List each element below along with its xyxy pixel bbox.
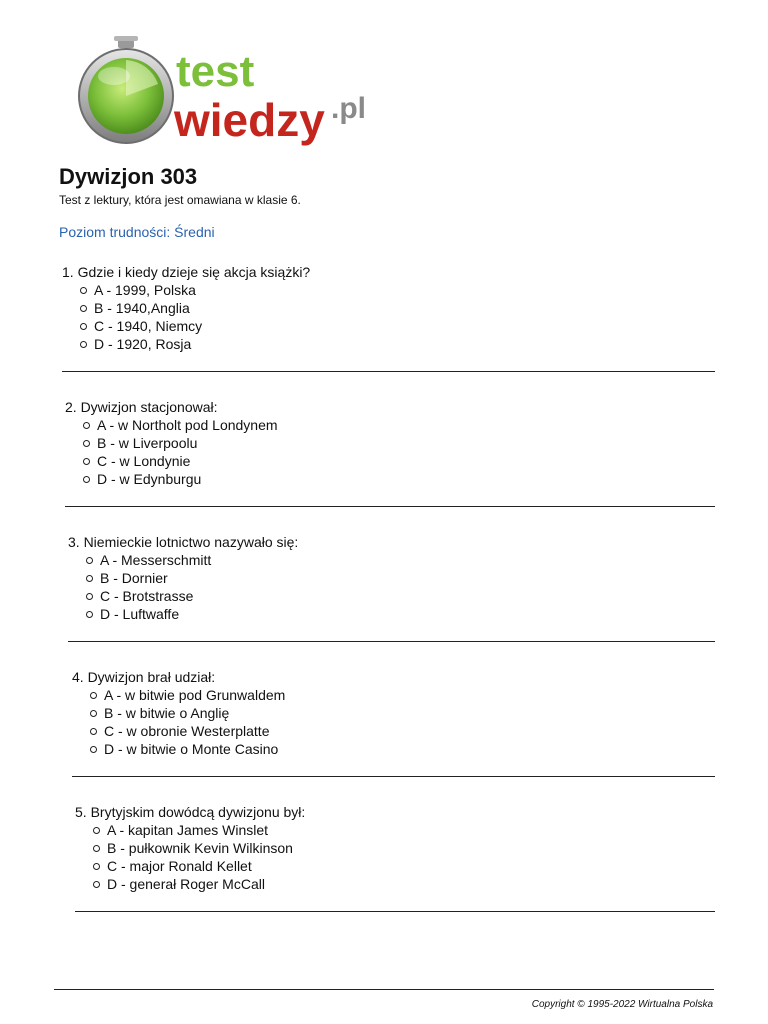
- answer-label: C - w Londynie: [97, 453, 191, 469]
- circle-bullet-icon: [80, 341, 87, 348]
- answer-option: [86, 587, 298, 605]
- answer-option: [90, 686, 285, 704]
- circle-bullet-icon: [83, 476, 90, 483]
- circle-bullet-icon: [80, 323, 87, 330]
- answer-option: [83, 434, 278, 452]
- answer-label: D - Luftwaffe: [100, 606, 180, 622]
- circle-bullet-icon: [90, 692, 97, 699]
- question-text: 2. Dywizjon stacjonował:: [65, 399, 218, 415]
- question-4: [72, 668, 285, 758]
- circle-bullet-icon: [83, 440, 90, 447]
- question-divider: [75, 911, 715, 912]
- answer-label: D - generał Roger McCall: [107, 876, 265, 892]
- answer-option: [80, 317, 310, 335]
- answer-label: A - 1999, Polska: [94, 282, 196, 298]
- question-divider: [62, 371, 715, 372]
- circle-bullet-icon: [93, 863, 100, 870]
- answer-option: [83, 416, 278, 434]
- stopwatch-icon: [79, 36, 173, 143]
- answer-label: A - w Northolt pod Londynem: [97, 417, 278, 433]
- question-text: 3. Niemieckie lotnictwo nazywało się:: [68, 534, 299, 550]
- answer-option: [86, 551, 298, 569]
- answer-option: [83, 452, 278, 470]
- question-2: [65, 398, 278, 488]
- circle-bullet-icon: [90, 710, 97, 717]
- answer-option: [80, 299, 310, 317]
- answer-option: [93, 821, 305, 839]
- answer-label: B - Dornier: [100, 570, 168, 586]
- answer-list: [75, 821, 305, 893]
- logo-text-suffix: .pl: [331, 92, 366, 125]
- answer-label: D - w bitwie o Monte Casino: [104, 741, 279, 757]
- circle-bullet-icon: [93, 827, 100, 834]
- answer-option: [90, 704, 285, 722]
- question-3: [68, 533, 298, 623]
- circle-bullet-icon: [80, 287, 87, 294]
- question-divider: [68, 641, 715, 642]
- question-text: 5. Brytyjskim dowódcą dywizjonu był:: [75, 804, 306, 820]
- question-1: [62, 263, 310, 353]
- circle-bullet-icon: [86, 575, 93, 582]
- circle-bullet-icon: [80, 305, 87, 312]
- circle-bullet-icon: [90, 728, 97, 735]
- question-text: 4. Dywizjon brał udział:: [72, 669, 216, 685]
- circle-bullet-icon: [83, 458, 90, 465]
- testwiedzy-logo: [76, 36, 396, 148]
- answer-option: [83, 470, 278, 488]
- answer-option: [86, 569, 298, 587]
- answer-label: C - w obronie Westerplatte: [104, 723, 270, 739]
- answer-option: [90, 722, 285, 740]
- answer-list: [72, 686, 285, 758]
- answer-label: B - pułkownik Kevin Wilkinson: [107, 840, 293, 856]
- circle-bullet-icon: [83, 422, 90, 429]
- question-divider: [65, 506, 715, 507]
- answer-label: B - w bitwie o Anglię: [104, 705, 230, 721]
- answer-label: D - 1920, Rosja: [94, 336, 192, 352]
- circle-bullet-icon: [86, 593, 93, 600]
- question-divider: [72, 776, 715, 777]
- circle-bullet-icon: [93, 845, 100, 852]
- answer-option: [80, 281, 310, 299]
- answer-option: [80, 335, 310, 353]
- answer-list: [62, 281, 310, 353]
- answer-option: [93, 839, 305, 857]
- answer-list: [65, 416, 278, 488]
- copyright-notice: Copyright © 1995-2022 Wirtualna Polska: [531, 999, 713, 1010]
- logo-text-wiedzy: wiedzy: [174, 94, 325, 146]
- circle-bullet-icon: [86, 557, 93, 564]
- answer-label: B - w Liverpoolu: [97, 435, 198, 451]
- logo-text-test: test: [176, 47, 255, 96]
- page-title: Dywizjon 303: [59, 164, 198, 189]
- question-text: 1. Gdzie i kiedy dzieje się akcja książki?: [62, 264, 311, 280]
- answer-label: A - Messerschmitt: [100, 552, 212, 568]
- circle-bullet-icon: [93, 881, 100, 888]
- circle-bullet-icon: [86, 611, 93, 618]
- answer-option: [93, 875, 305, 893]
- difficulty-level: Poziom trudności: Średni: [59, 224, 215, 240]
- answer-option: [93, 857, 305, 875]
- answer-label: C - major Ronald Kellet: [107, 858, 252, 874]
- answer-label: A - w bitwie pod Grunwaldem: [104, 687, 286, 703]
- answer-label: B - 1940,Anglia: [94, 300, 190, 316]
- answer-list: [68, 551, 298, 623]
- answer-label: C - 1940, Niemcy: [94, 318, 203, 334]
- question-5: [75, 803, 305, 893]
- answer-option: [90, 740, 285, 758]
- answer-label: D - w Edynburgu: [97, 471, 202, 487]
- footer-divider: [54, 989, 714, 990]
- answer-option: [86, 605, 298, 623]
- circle-bullet-icon: [90, 746, 97, 753]
- answer-label: C - Brotstrasse: [100, 588, 194, 604]
- answer-label: A - kapitan James Winslet: [107, 822, 269, 838]
- page-subtitle: Test z lektury, która jest omawiana w klasie 6.: [59, 193, 301, 207]
